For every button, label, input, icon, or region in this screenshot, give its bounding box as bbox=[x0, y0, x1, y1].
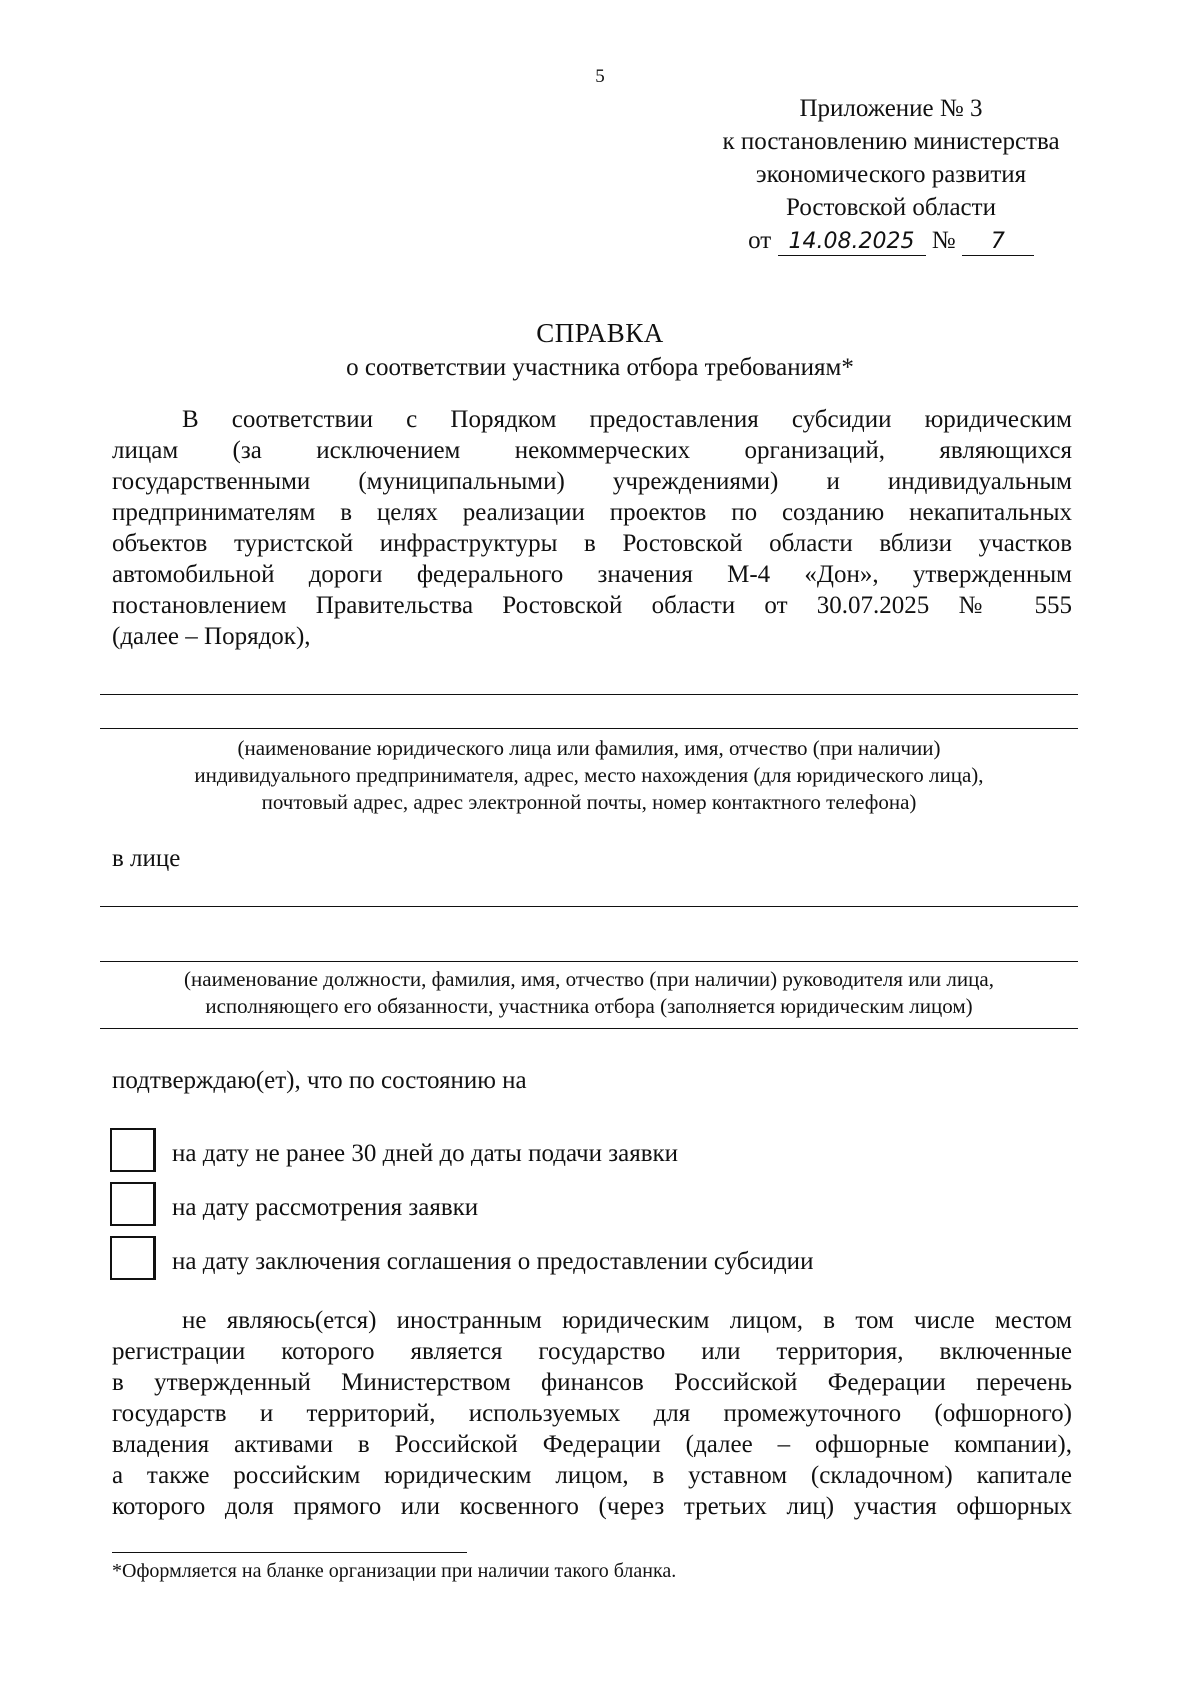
caption-head bbox=[100, 966, 1078, 1020]
annex-line: Ростовской области bbox=[786, 194, 996, 221]
annex-date-row bbox=[681, 224, 1101, 257]
text-line: в утвержденный Министерством финансов Российской Федерации перечень bbox=[112, 1369, 1072, 1396]
option-label: на дату заключения соглашения о предоставлении субсидии bbox=[172, 1248, 814, 1275]
fill-line-entity-2[interactable] bbox=[100, 728, 1078, 729]
option-label: на дату рассмотрения заявки bbox=[172, 1194, 479, 1221]
footnote-separator bbox=[112, 1552, 467, 1553]
text-line: автомобильной дороги федерального значения М-4 «Дон», утвержденным bbox=[112, 561, 1072, 588]
date-prefix: от bbox=[748, 227, 772, 254]
text-line: предпринимателям в целях реализации проектов по созданию некапитальных bbox=[112, 499, 1072, 526]
confirm-text: подтверждаю(ет), что по состоянию на bbox=[112, 1067, 527, 1094]
text-line: регистрации которого является государство или территория, включенные bbox=[112, 1338, 1072, 1365]
option-checkbox[interactable] bbox=[110, 1128, 156, 1172]
text-line: (далее – Порядок), bbox=[112, 623, 311, 650]
annex-line: Приложение № 3 bbox=[799, 95, 983, 122]
text-line: постановлением Правительства Ростовской области от 30.07.2025 № 555 bbox=[112, 592, 1072, 619]
text-line: владения активами в Российской Федерации (далее – офшорные компании), bbox=[112, 1431, 1072, 1458]
document-title: СПРАВКА bbox=[536, 318, 664, 348]
in-person-label: в лице bbox=[112, 845, 181, 872]
handwritten-number: 7 bbox=[962, 229, 1034, 256]
text-line: государств и территорий, используемых для промежуточного (офшорного) bbox=[112, 1400, 1072, 1427]
caption-line: (наименование юридического лица или фамилия, имя, отчество (при наличии) bbox=[237, 736, 941, 760]
text-line: а также российским юридическим лицом, в уставном (складочном) капитале bbox=[112, 1462, 1072, 1489]
handwritten-date: 14.08.2025 bbox=[778, 229, 926, 256]
option-label: на дату не ранее 30 дней до даты подачи заявки bbox=[172, 1140, 679, 1167]
text-line: государственными (муниципальными) учреждениями) и индивидуальным bbox=[112, 468, 1072, 495]
text-line: не являюсь(ется) иностранным юридическим лицом, в том числе местом bbox=[182, 1307, 1072, 1334]
caption-entity bbox=[100, 735, 1078, 816]
body-paragraph bbox=[112, 1305, 1072, 1522]
annex-line: экономического развития bbox=[755, 161, 1027, 188]
number-sign: № bbox=[931, 227, 956, 254]
caption-line: (наименование должности, фамилия, имя, отчество (при наличии) руководителя или лица, bbox=[184, 967, 994, 991]
text-line: объектов туристской инфраструктуры в Ростовской области вблизи участков bbox=[112, 530, 1072, 557]
intro-paragraph bbox=[112, 404, 1072, 652]
caption-bottom-rule bbox=[100, 1028, 1078, 1029]
text-line: лицам (за исключением некоммерческих организаций, являющихся bbox=[112, 437, 1072, 464]
document-subtitle: о соответствии участника отбора требованиям* bbox=[346, 354, 854, 381]
annex-line: к постановлению министерства bbox=[722, 128, 1060, 155]
footnote: *Оформляется на бланке организации при наличии такого бланка. bbox=[112, 1560, 677, 1582]
fill-line-entity-1[interactable] bbox=[100, 694, 1078, 695]
fill-line-head-1[interactable] bbox=[100, 906, 1078, 907]
option-checkbox[interactable] bbox=[110, 1236, 156, 1280]
annex-header bbox=[681, 92, 1101, 257]
fill-line-head-2[interactable] bbox=[100, 961, 1078, 962]
page-number: 5 bbox=[595, 66, 605, 87]
text-line: В соответствии с Порядком предоставления субсидии юридическим bbox=[182, 406, 1072, 433]
text-line: которого доля прямого или косвенного (через третьих лиц) участия офшорных bbox=[112, 1493, 1072, 1520]
caption-line: почтовый адрес, адрес электронной почты, номер контактного телефона) bbox=[261, 790, 917, 814]
caption-line: индивидуального предпринимателя, адрес, место нахождения (для юридического лица), bbox=[194, 763, 984, 787]
caption-line: исполняющего его обязанности, участника отбора (заполняется юридическим лицом) bbox=[205, 994, 973, 1018]
option-checkbox[interactable] bbox=[110, 1182, 156, 1226]
